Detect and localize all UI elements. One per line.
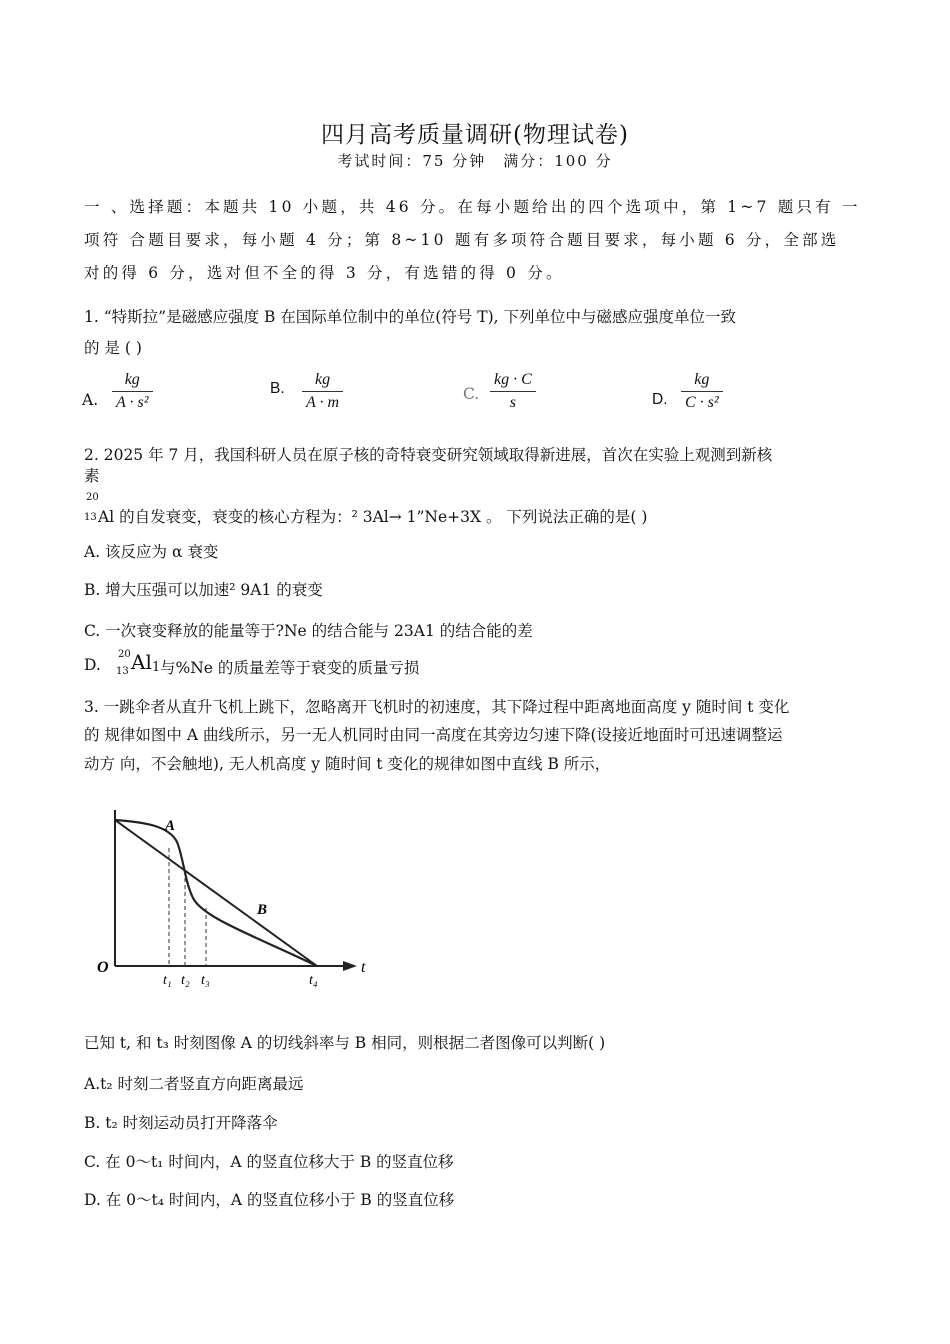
t3-label: t₃ <box>201 973 210 988</box>
t-axis-arrow <box>343 961 357 971</box>
curve-a-label: A <box>165 818 176 834</box>
q3-option-b: B. t₂ 时刻运动员打开降落伞 <box>84 1114 278 1132</box>
q1-option-d-numerator: kg <box>694 371 710 388</box>
q2-stem-line2: 素 <box>84 467 100 485</box>
exam-subtitle: 考试时间：75 分钟 满分：100 分 <box>337 152 613 170</box>
q1-option-a-numerator: kg <box>124 371 140 388</box>
section-instructions-line3: 对的得 6 分，选对但不全的得 3 分，有选错的得 0 分。 <box>84 264 565 282</box>
q2-option-d-text: 与%Ne 的质量差等于衰变的质量亏损 <box>160 659 420 677</box>
q1-option-b-fraction <box>302 371 343 412</box>
q2-option-a: A. 该反应为 α 衰变 <box>84 543 219 561</box>
q2-isotope-mass: 20 <box>86 492 99 503</box>
q1-option-d-label: D. <box>652 391 668 408</box>
q1-option-b-denominator: A · m <box>306 394 340 411</box>
q2-option-d-label: D. <box>84 656 101 674</box>
q1-option-b-numerator: kg <box>314 371 331 388</box>
q2-option-c: C. 一次衰变释放的能量等于?Ne 的结合能与 23A1 的结合能的差 <box>84 622 533 640</box>
section-instructions-line2: 项符 合题目要求，每小题 4 分；第 8~10 题有多项符合题目要求，每小题 6 分，全部选 <box>84 231 840 249</box>
line-b-label: B <box>257 902 268 918</box>
q2-option-b: B. 增大压强可以加速² 9A1 的衰变 <box>84 581 323 599</box>
q1-stem-line2: 的 是 ( ) <box>84 339 142 357</box>
q3-question-stem: 已知 t, 和 t₃ 时刻图像 A 的切线斜率与 B 相同，则根据二者图像可以判断( ) <box>84 1034 606 1052</box>
q3-stem-line1: 3. 一跳伞者从直升飞机上跳下，忽略离开飞机时的初速度，其下降过程中距离地面高度 y 随时间 t 变化 <box>84 698 790 716</box>
q2-stem-line1: 2. 2025 年 7 月，我国科研人员在原子核的奇特衰变研究领域取得新进展，首次在实验上观测到新核 <box>84 446 773 464</box>
q1-option-a-denominator: A · s² <box>116 394 149 411</box>
q1-option-d-fraction <box>681 371 723 412</box>
q1-option-a-label: A. <box>82 391 99 409</box>
q1-option-c-fraction <box>490 371 536 412</box>
q3-option-a: A.t₂ 时刻二者竖直方向距离最远 <box>84 1075 304 1093</box>
section-instructions-line1: 一 、选择题：本题共 10 小题，共 46 分。在每小题给出的四个选项中，第 1~7 题只有 一 <box>84 198 861 216</box>
line-b <box>115 820 317 966</box>
q1-option-c-label: C. <box>463 385 480 403</box>
q1-option-a-fraction <box>112 371 153 412</box>
t-axis-label: t <box>361 959 366 976</box>
origin-label: O <box>97 959 109 976</box>
t4-label: t₄ <box>309 973 318 988</box>
q3-stem-line3: 动方 向，不会触地), 无人机高度 y 随时间 t 变化的规律如图中直线 B 所示， <box>84 755 611 773</box>
q1-option-c-denominator: s <box>509 394 516 411</box>
q3-stem-line2: 的 规律如图中 A 曲线所示，另一无人机同时由同一高度在其旁边匀速下降(设接近地面时可迅速调整运 <box>84 726 783 744</box>
t1-label: t₁ <box>163 973 172 988</box>
q2-stem-line3: Al 的自发衰变，衰变的核心方程为：² 3Al→ 1”Ne+3X 。 下列说法正确的是( ) <box>98 508 648 526</box>
exam-title: 四月高考质量调研(物理试卷) <box>321 122 629 148</box>
q1-option-d-denominator: C · s² <box>685 394 719 411</box>
q2-option-d-z: 13 <box>116 666 129 677</box>
q3-option-c: C. 在 0～t₁ 时间内，A 的竖直位移大于 B 的竖直位移 <box>84 1153 454 1171</box>
q2-isotope-z: 13 <box>84 512 97 523</box>
q2-option-d-symbol: Al <box>131 650 152 674</box>
q3-option-d: D. 在 0～t₄ 时间内，A 的竖直位移小于 B 的竖直位移 <box>84 1191 455 1209</box>
q2-option-d-sub: 1 <box>152 660 161 675</box>
q3-height-time-figure <box>85 800 375 990</box>
q1-option-c-numerator: kg · C <box>494 371 532 388</box>
q2-option-d-mass: 20 <box>118 649 131 660</box>
q1-option-b-label: B. <box>270 380 285 397</box>
q1-stem-line1: 1. “特斯拉”是磁感应强度 B 在国际单位制中的单位(符号 T), 下列单位中与磁感应强度单位一致 <box>84 308 737 326</box>
t2-label: t₂ <box>181 973 190 988</box>
